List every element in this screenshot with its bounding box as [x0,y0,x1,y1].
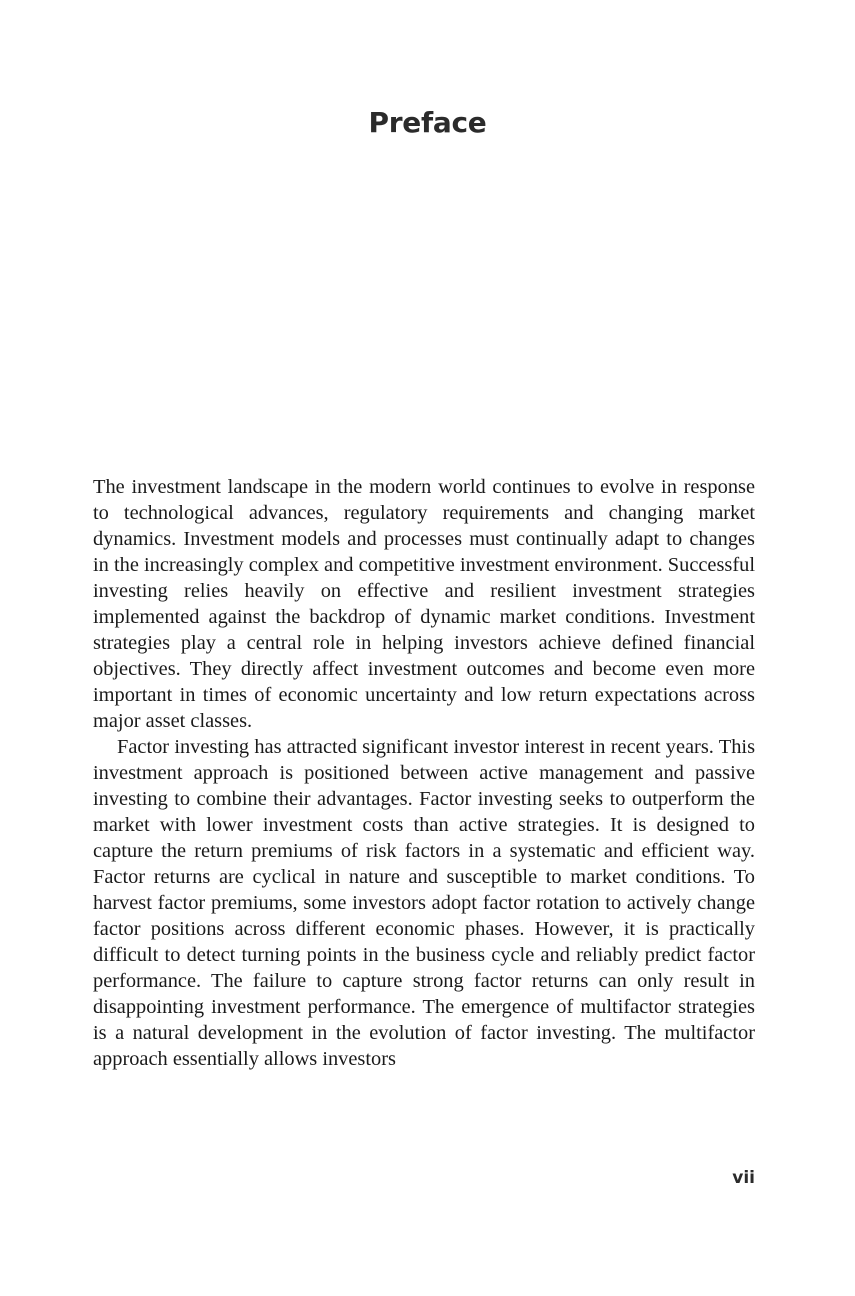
page-title: Preface [368,106,487,139]
paragraph-1: The investment landscape in the modern world continues to evolve in response to technological advances, regulatory requirements and changing market dynamics. Investment models and processes must continually adapt to changes in the increasingly complex and competitive investment environment. Successful investing relies heavily on effective and resilient investment strategies implemented against the backdrop of dynamic market conditions. Investment strategies play a central role in helping investors achieve defined financial objectives. They directly affect investment outcomes and become even more important in times of economic uncertainty and low return expectations across major asset classes. [93,476,755,732]
body-text [93,474,755,1072]
paragraph-2: Factor investing has attracted significant investor interest in recent years. This investment approach is positioned between active management and passive investing to combine their advantages. Factor investing seeks to outperform the market with lower investment costs than active strategies. It is designed to capture the return premiums of risk factors in a systematic and efficient way. Factor returns are cyclical in nature and susceptible to market conditions. To harvest factor premiums, some investors adopt factor rotation to actively change factor positions across different economic phases. However, it is practically difficult to detect turning points in the business cycle and reliably predict factor performance. The failure to capture strong factor returns can only result in disappointing investment performance. The emergence of multifactor strategies is a natural development in the evolution of factor investing. The multifactor approach essentially allows investors [93,736,755,1070]
page-number: vii [732,1168,755,1188]
